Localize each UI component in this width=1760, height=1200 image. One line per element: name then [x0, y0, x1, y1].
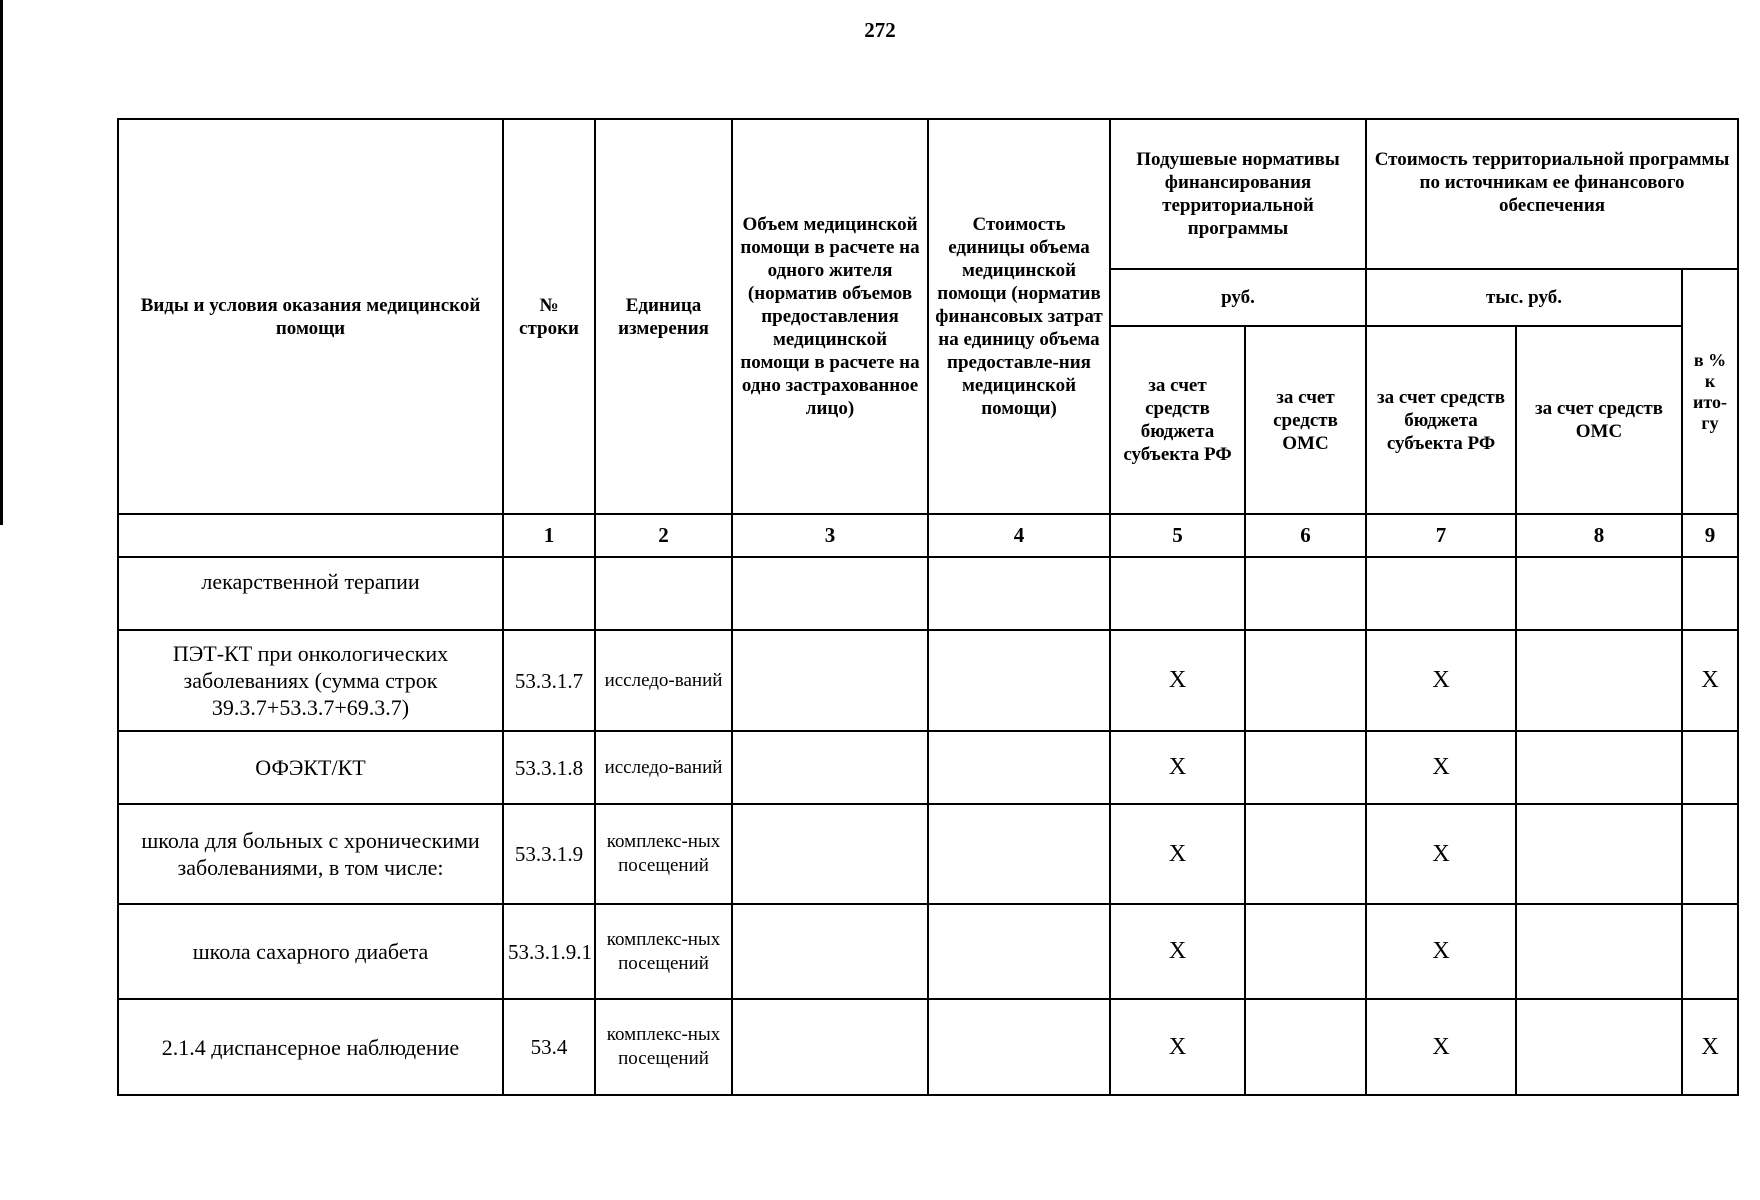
row-oms	[1245, 630, 1366, 731]
column-number: 9	[1682, 514, 1738, 557]
row-unit-cost	[928, 999, 1110, 1095]
row-volume	[732, 904, 928, 999]
row-unit: комплекс-ных посещений	[595, 904, 732, 999]
header-unit: Единица измерения	[595, 119, 732, 514]
row-percent	[1682, 904, 1738, 999]
row-unit-cost	[928, 904, 1110, 999]
table-row	[118, 804, 1738, 904]
row-code	[503, 557, 595, 630]
column-number: 6	[1245, 514, 1366, 557]
table-row	[118, 731, 1738, 804]
column-number-empty	[118, 514, 503, 557]
header-thous-rub: тыс. руб.	[1366, 269, 1682, 326]
row-budget-rf: X	[1110, 804, 1245, 904]
header-percent: в % к ито-гу	[1682, 269, 1738, 514]
row-name: ОФЭКТ/КТ	[118, 731, 503, 804]
row-code: 53.3.1.7	[503, 630, 595, 731]
header-oms-2: за счет средств ОМС	[1516, 326, 1682, 514]
row-unit-cost	[928, 557, 1110, 630]
header-budget-rf: за счет средств бюджета субъекта РФ	[1110, 326, 1245, 514]
column-number: 8	[1516, 514, 1682, 557]
row-percent	[1682, 804, 1738, 904]
row-oms-2	[1516, 804, 1682, 904]
header-kind: Виды и условия оказания медицинской помощи	[118, 119, 503, 514]
column-number: 7	[1366, 514, 1516, 557]
row-name: школа сахарного диабета	[118, 904, 503, 999]
row-code: 53.3.1.9	[503, 804, 595, 904]
header-row-number: № строки	[503, 119, 595, 514]
row-name: 2.1.4 диспансерное наблюдение	[118, 999, 503, 1095]
row-budget-rf-2: X	[1366, 999, 1516, 1095]
column-number: 1	[503, 514, 595, 557]
table-row	[118, 904, 1738, 999]
header-oms: за счет средств ОМС	[1245, 326, 1366, 514]
row-budget-rf: X	[1110, 630, 1245, 731]
row-oms	[1245, 804, 1366, 904]
header-volume: Объем медицинской помощи в расчете на одного жителя (норматив объемов предоставления медицинской помощи в расчете на одно застрахованное лицо)	[732, 119, 928, 514]
row-code: 53.3.1.9.1	[503, 904, 595, 999]
row-percent: X	[1682, 630, 1738, 731]
row-volume	[732, 557, 928, 630]
column-number: 3	[732, 514, 928, 557]
column-number-row	[118, 514, 1738, 557]
budget-table	[117, 118, 1739, 1096]
header-unit-cost: Стоимость единицы объема медицинской помощи (норматив финансовых затрат на единицу объема предоставле-ния медицинской помощи)	[928, 119, 1110, 514]
row-unit	[595, 557, 732, 630]
row-budget-rf-2: X	[1366, 904, 1516, 999]
row-budget-rf: X	[1110, 999, 1245, 1095]
row-code: 53.3.1.8	[503, 731, 595, 804]
row-oms-2	[1516, 999, 1682, 1095]
row-oms-2	[1516, 557, 1682, 630]
row-budget-rf-2: X	[1366, 630, 1516, 731]
row-budget-rf: X	[1110, 904, 1245, 999]
table-row	[118, 999, 1738, 1095]
row-budget-rf-2: X	[1366, 804, 1516, 904]
table-row	[118, 557, 1738, 630]
row-percent	[1682, 557, 1738, 630]
header-rub: руб.	[1110, 269, 1366, 326]
row-volume	[732, 630, 928, 731]
row-oms	[1245, 731, 1366, 804]
row-code: 53.4	[503, 999, 595, 1095]
row-oms-2	[1516, 904, 1682, 999]
row-name: школа для больных с хроническими заболеваниями, в том числе:	[118, 804, 503, 904]
row-unit: комплекс-ных посещений	[595, 999, 732, 1095]
row-name: ПЭТ-КТ при онкологических заболеваниях (сумма строк 39.3.7+53.3.7+69.3.7)	[118, 630, 503, 731]
row-oms	[1245, 999, 1366, 1095]
column-number: 2	[595, 514, 732, 557]
row-volume	[732, 804, 928, 904]
row-unit-cost	[928, 731, 1110, 804]
column-number: 5	[1110, 514, 1245, 557]
row-unit: исследо-ваний	[595, 731, 732, 804]
left-margin-rule	[0, 0, 3, 525]
row-oms	[1245, 557, 1366, 630]
table-row	[118, 630, 1738, 731]
row-name: лекарственной терапии	[118, 557, 503, 630]
row-oms	[1245, 904, 1366, 999]
header-program-cost: Стоимость территориальной программы по источникам ее финансового обеспечения	[1366, 119, 1738, 269]
row-oms-2	[1516, 630, 1682, 731]
row-volume	[732, 999, 928, 1095]
row-unit: исследо-ваний	[595, 630, 732, 731]
row-budget-rf: X	[1110, 731, 1245, 804]
page-number: 272	[864, 18, 896, 42]
row-budget-rf	[1110, 557, 1245, 630]
row-budget-rf-2: X	[1366, 731, 1516, 804]
header-budget-rf-2: за счет средств бюджета субъекта РФ	[1366, 326, 1516, 514]
row-percent: X	[1682, 999, 1738, 1095]
row-unit-cost	[928, 630, 1110, 731]
row-percent	[1682, 731, 1738, 804]
row-budget-rf-2	[1366, 557, 1516, 630]
header-per-capita: Подушевые нормативы финансирования территориальной программы	[1110, 119, 1366, 269]
row-unit: комплекс-ных посещений	[595, 804, 732, 904]
row-unit-cost	[928, 804, 1110, 904]
column-number: 4	[928, 514, 1110, 557]
row-oms-2	[1516, 731, 1682, 804]
row-volume	[732, 731, 928, 804]
